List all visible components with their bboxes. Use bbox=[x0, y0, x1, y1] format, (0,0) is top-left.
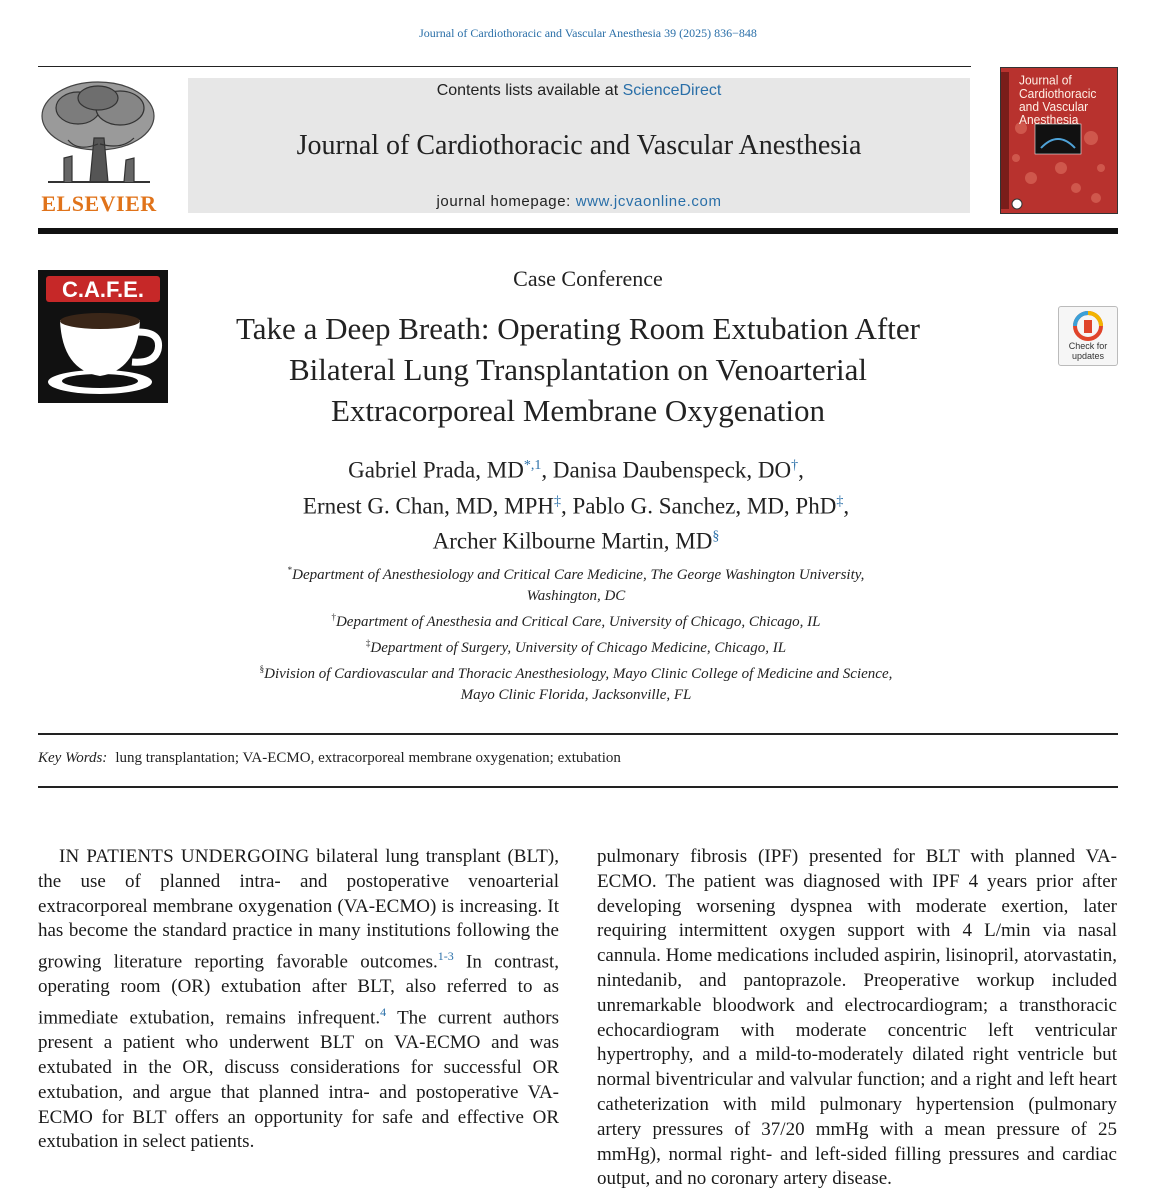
author-marks[interactable]: ‡ bbox=[836, 493, 844, 509]
affiliations bbox=[190, 560, 962, 706]
body-column-right bbox=[597, 845, 1117, 1192]
journal-title: Journal of Cardiothoracic and Vascular Anesthesia bbox=[296, 130, 862, 161]
title-line: Bilateral Lung Transplantation on Venoarterial bbox=[289, 352, 867, 387]
contents-line bbox=[188, 82, 970, 100]
check-for-updates-button[interactable] bbox=[1058, 306, 1118, 366]
intro-paragraph bbox=[38, 845, 559, 1155]
homepage-prefix: journal homepage: bbox=[436, 193, 576, 210]
affiliation-mark: * bbox=[287, 565, 293, 575]
contents-prefix: Contents lists available at bbox=[436, 82, 623, 99]
crossmark-label: Check for updates bbox=[1068, 341, 1108, 361]
keywords-top-rule bbox=[38, 733, 1118, 735]
author-separator: , bbox=[843, 493, 850, 519]
masthead-divider bbox=[38, 228, 1118, 234]
author-name[interactable]: Pablo G. Sanchez, MD, PhD bbox=[572, 493, 837, 519]
author-line-3 bbox=[180, 521, 972, 557]
affiliation-text: Department of Anesthesiology and Critical Care Medicine, The George Washington University, bbox=[292, 567, 865, 583]
author-line-1 bbox=[180, 450, 972, 486]
article-title bbox=[160, 308, 996, 431]
author-list bbox=[180, 450, 972, 557]
paragraph-text: The current authors present a patient who underwent BLT on VA-ECMO and was extubated in the OR, discuss considerations for successful OR extubation, and argue that planned intra- and postoperative VA-ECMO for BLT offers an opportunity for safe and effective OR extubation in select patients. bbox=[38, 1007, 559, 1153]
keywords-bottom-rule bbox=[38, 786, 1118, 788]
affiliation bbox=[190, 560, 962, 586]
affiliation-continued: Mayo Clinic Florida, Jacksonville, FL bbox=[460, 687, 692, 703]
header-divider bbox=[38, 66, 971, 67]
running-head: Journal of Cardiothoracic and Vascular Anesthesia 39 (2025) 836−848 bbox=[419, 26, 757, 40]
author-separator: , bbox=[541, 457, 553, 483]
affiliation-mark: † bbox=[331, 612, 336, 622]
author-marks[interactable]: *,1 bbox=[523, 458, 542, 473]
section-type: Case Conference bbox=[513, 266, 663, 291]
title-line: Extracorporeal Membrane Oxygenation bbox=[330, 393, 826, 428]
author-marks[interactable]: † bbox=[791, 458, 799, 473]
citation-link[interactable]: 4 bbox=[380, 1005, 387, 1020]
affiliation-mark: § bbox=[259, 664, 265, 674]
affiliation bbox=[190, 607, 962, 633]
keywords bbox=[38, 750, 1118, 767]
journal-banner bbox=[188, 78, 970, 213]
homepage-link[interactable]: www.jcvaonline.com bbox=[575, 193, 722, 210]
sciencedirect-link[interactable]: ScienceDirect bbox=[622, 82, 722, 99]
paragraph-text: In contrast, operating room (OR) extubation after BLT, also referred to as immediate extubation, remains infrequent. bbox=[38, 951, 559, 1029]
paragraph-text: bilateral lung transplant (BLT), the use of planned intra- and postoperative venoarterial extracorporeal membrane oxygenation (VA-ECMO) is increasing. It has become the standard practice in many institutions following the growing literature reporting favorable outcomes. bbox=[38, 846, 559, 973]
affiliation-text: Department of Surgery, University of Chicago Medicine, Chicago, IL bbox=[370, 640, 787, 656]
affiliation-text: Division of Cardiovascular and Thoracic Anesthesiology, Mayo Clinic College of Medicine and Science, bbox=[264, 666, 893, 682]
author-separator: , bbox=[798, 457, 804, 483]
lead-in: IN PATIENTS UNDERGOING bbox=[59, 846, 310, 867]
author-marks[interactable]: § bbox=[712, 529, 720, 545]
crossmark-icon bbox=[1073, 311, 1103, 341]
affiliation-continued: Washington, DC bbox=[526, 588, 626, 604]
keywords-label: Key Words: bbox=[38, 750, 108, 766]
title-line: Take a Deep Breath: Operating Room Extubation After bbox=[236, 311, 920, 346]
homepage-line bbox=[188, 193, 970, 210]
elsevier-wordmark: ELSEVIER bbox=[41, 191, 157, 216]
author-marks[interactable]: ‡ bbox=[554, 493, 561, 509]
affiliation bbox=[190, 633, 962, 659]
elsevier-logo[interactable] bbox=[38, 78, 160, 216]
affiliation bbox=[190, 659, 962, 685]
body-column-left bbox=[38, 845, 559, 1155]
author-line-2 bbox=[180, 486, 972, 522]
cafe-logo-text: C.A.F.E. bbox=[62, 277, 144, 302]
case-paragraph: pulmonary fibrosis (IPF) presented for BLT with planned VA-ECMO. The patient was diagnosed with IPF 4 years prior after developing worsening dyspnea with moderate exertion, later requiring intermittent oxygen support with 4 L/min via nasal cannula. Home medications included aspirin, lisinopril, atorvastatin, nintedanib, and pantoprazole. Preoperative workup included unremarkable bloodwork and electrocardiogram; a transthoracic echocardiogram with moderate concentric left ventricular hypertrophy, and a mild-to-moderately dilated right ventricle but normal biventricular and valvular function; and a right and left heart catheterization with mild pulmonary hypertension (pulmonary artery pressures of 37/20 mmHg with a mean pressure of 25 mmHg), normal right- and left-sided filling pressures and cardiac output, and no coronary artery disease. bbox=[597, 846, 1117, 1190]
affiliation-mark: ‡ bbox=[365, 638, 371, 648]
journal-cover[interactable] bbox=[1000, 67, 1118, 214]
keywords-text: lung transplantation; VA-ECMO, extracorporeal membrane oxygenation; extubation bbox=[115, 750, 621, 766]
author-name[interactable]: Ernest G. Chan, MD, MPH bbox=[302, 493, 554, 519]
citation-link[interactable]: 1-3 bbox=[437, 949, 454, 964]
affiliation-text: Department of Anesthesia and Critical Care, University of Chicago, Chicago, IL bbox=[335, 614, 821, 630]
author-name[interactable]: Danisa Daubenspeck, DO bbox=[552, 457, 792, 483]
author-name[interactable]: Archer Kilbourne Martin, MD bbox=[432, 528, 713, 554]
author-separator: , bbox=[561, 493, 573, 519]
author-name[interactable]: Gabriel Prada, MD bbox=[348, 457, 524, 483]
cover-title: Journal of Cardiothoracic and Vascular Anesthesia bbox=[1019, 72, 1097, 128]
elsevier-tree-icon bbox=[38, 78, 160, 186]
